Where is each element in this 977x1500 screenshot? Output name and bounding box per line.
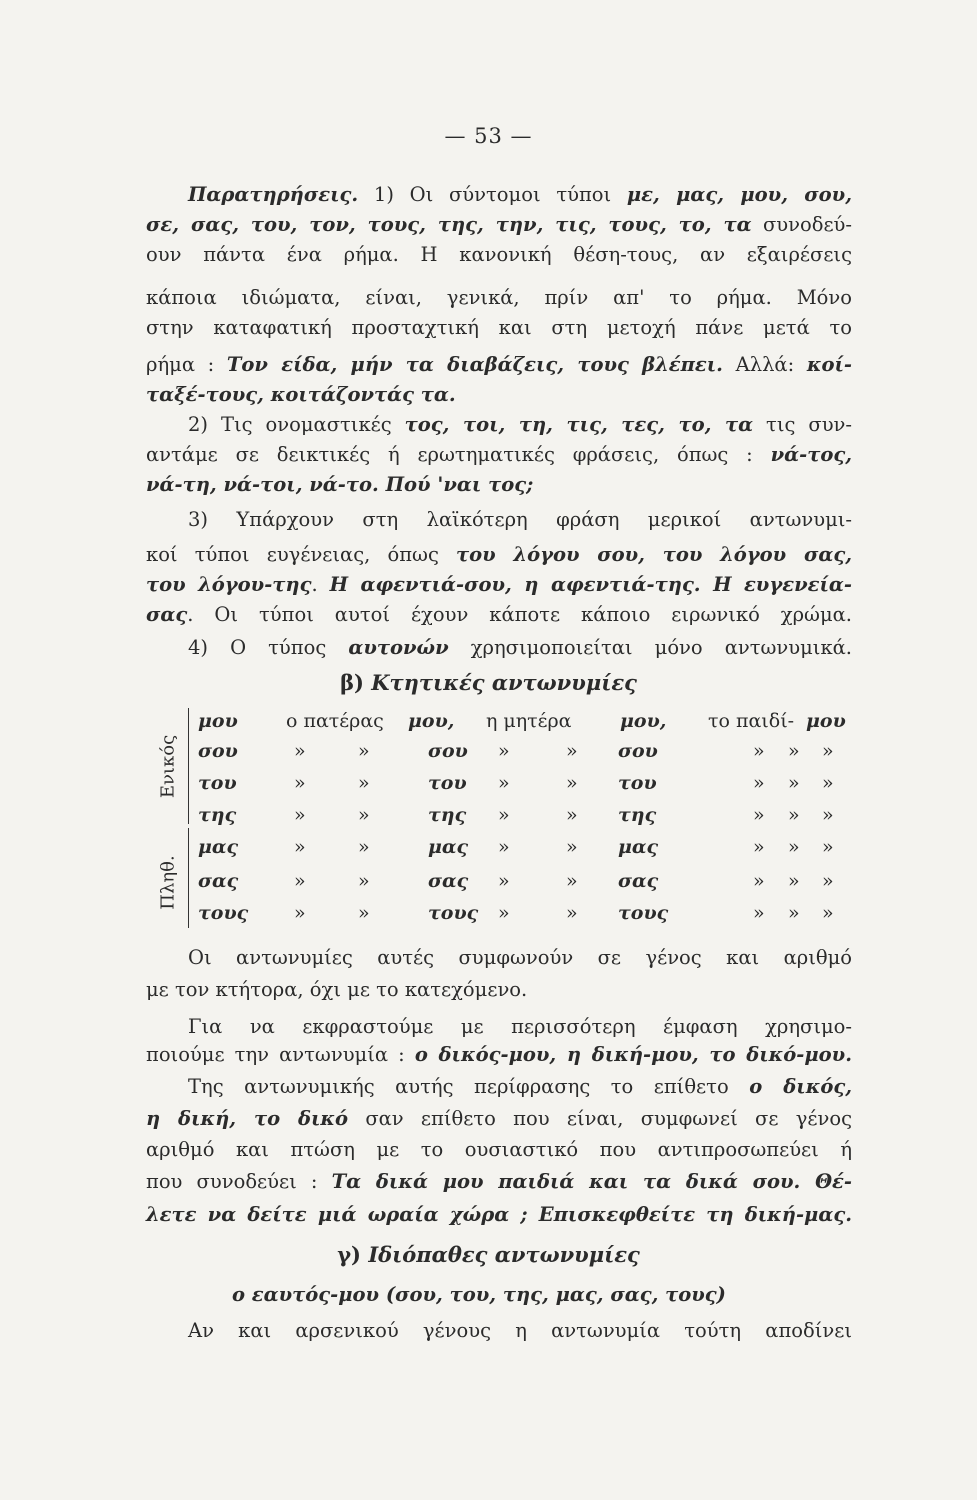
table-row [198, 866, 858, 896]
table-row [198, 768, 858, 798]
para7-form: ο δικός, [749, 1075, 852, 1098]
para3-line3-text: . [311, 573, 330, 596]
father-pronoun-cell: μας [428, 836, 469, 858]
plural-bracket [188, 828, 189, 928]
ditto-cell: » [753, 772, 765, 794]
ditto-cell: » [294, 804, 306, 826]
para3-forms-4: σας [146, 603, 188, 626]
father-cell: ο πατέρας [286, 710, 384, 732]
ditto-cell: » [566, 772, 578, 794]
para3-forms-3: Η αφεντιά-σου, η αφεντιά-της. Η ευγενεία- [329, 573, 852, 596]
ditto-cell: » [822, 740, 834, 762]
para8-forms: (σου, του, της, μας, σας, τους) [379, 1283, 726, 1306]
ditto-cell: » [358, 772, 370, 794]
para3-forms-2: του λόγου-της [146, 573, 312, 596]
ditto-cell: » [822, 870, 834, 892]
section-heading-possessive [0, 668, 977, 698]
pronoun-cell: του [198, 772, 237, 794]
ditto-cell: » [566, 740, 578, 762]
para2-line3: νά-τη, νά-τοι, νά-το. Πού 'ναι τος; [146, 473, 534, 496]
para4-text: 4) Ο τύπος [188, 636, 349, 659]
para1-line7: ταξέ-τους, κοιτάζοντάς τα. [146, 383, 456, 406]
para6-line1: Για να εκφραστούμε με περισσότερη έμφαση χρησιμο- [188, 1015, 852, 1038]
para2-line2-text: αντάμε σε δεικτικές ή ερωτηματικές φράσεις, όπως : [146, 443, 771, 466]
page-number: — 53 — [444, 124, 533, 148]
ditto-cell: » [788, 870, 800, 892]
para7-example: Τα δικά μου παιδιά και τα δικά σου. Θέ- [331, 1170, 852, 1193]
ditto-cell: » [358, 740, 370, 762]
father-pronoun-cell: του [428, 772, 467, 794]
para1-line4: κάποια ιδιώματα, είναι, γενικά, πρίν απ' το ρήμα. Μόνο [146, 286, 852, 309]
para1-line1 [188, 180, 852, 210]
para2-line1 [188, 410, 852, 440]
ditto-cell: » [294, 740, 306, 762]
ditto-cell: » [753, 836, 765, 858]
para6-line2-text: ποιούμε την αντωνυμία : [146, 1043, 415, 1066]
mother-cell: η μητέρα [486, 710, 572, 732]
pronoun-cell: μας [198, 836, 239, 858]
ditto-cell: » [358, 836, 370, 858]
ditto-cell: » [753, 870, 765, 892]
mother-pronoun-cell: του [618, 772, 657, 794]
ditto-cell: » [498, 740, 510, 762]
ditto-cell: » [294, 772, 306, 794]
ditto-cell: » [822, 804, 834, 826]
para7-line2 [146, 1104, 852, 1134]
para1-example2: κοί- [806, 353, 852, 376]
para2-forms-2: νά-τος, [770, 443, 852, 466]
ditto-cell: » [788, 804, 800, 826]
ditto-cell: » [294, 870, 306, 892]
ditto-cell: » [498, 836, 510, 858]
heading-c-num: γ) [337, 1242, 361, 1267]
para8-form: ο εαυτός-μου [232, 1283, 380, 1306]
para7-line4-text: που συνοδεύει : [146, 1170, 332, 1193]
ditto-cell: » [753, 902, 765, 924]
pronoun-cell: σου [198, 740, 238, 762]
para1-line6-text: ρήμα : [146, 353, 227, 376]
para6-forms: ο δικός-μου, η δική-μου, το δικό-μου. [414, 1043, 852, 1066]
para3-line1: 3) Υπάρχουν στη λαϊκότερη φράση μερικοί αντωνυμι- [188, 508, 852, 531]
heading-b-title: Κτητικές αντωνυμίες [371, 670, 637, 695]
para1-forms-2: σε, σας, του, τον, τους, της, την, τις, τους, το, τα [146, 213, 752, 236]
para3-line2 [146, 540, 852, 570]
ditto-cell: » [788, 772, 800, 794]
father-pronoun-cell: σας [428, 870, 469, 892]
father-pronoun-cell: μου, [408, 710, 455, 732]
para4-text2: χρησιμοποιείται μόνο αντωνυμικά. [448, 636, 853, 659]
singular-label: Ενικός [157, 734, 179, 799]
ditto-cell: » [498, 870, 510, 892]
ditto-cell: » [294, 902, 306, 924]
mother-pronoun-cell: τους [618, 902, 669, 924]
pronoun-cell: τους [198, 902, 249, 924]
para3-line2-text: κοί τύποι ευγένειας, όπως [146, 543, 457, 566]
ditto-cell: » [294, 836, 306, 858]
para5-line1: Οι αντωνυμίες αυτές συμφωνούν σε γένος και αριθμό [188, 946, 852, 969]
para1-line1-text: 1) Οι σύντομοι τύποι [358, 183, 627, 206]
table-row [198, 898, 858, 928]
para2-line2 [146, 440, 852, 470]
ditto-cell: » [498, 804, 510, 826]
table-row [198, 706, 858, 736]
ditto-cell: » [788, 740, 800, 762]
para1-line5: στην καταφατική προσταχτική και στη μετοχή πάνε μετά το [146, 316, 852, 339]
para7-line1 [188, 1072, 852, 1102]
ditto-cell: » [822, 836, 834, 858]
para2-forms: τος, τοι, τη, τις, τες, το, τα [404, 413, 754, 436]
ditto-cell: » [822, 772, 834, 794]
para1-line6-text2: Αλλά: [722, 353, 807, 376]
ditto-cell: » [822, 902, 834, 924]
para8-line2: Αν και αρσενικού γένους η αντωνυμία τούτη αποδίνει [188, 1319, 852, 1342]
para8-line1 [232, 1280, 852, 1310]
heading-b-num: β) [340, 670, 364, 695]
para7-line5: λετε να δείτε μιά ωραία χώρα ; Επισκεφθείτε τη δική-μας. [146, 1203, 852, 1226]
para7-forms: η δική, το δικό [146, 1107, 349, 1130]
mother-pronoun-cell: μου, [620, 710, 667, 732]
mother-pronoun-cell: της [618, 804, 657, 826]
singular-bracket [188, 708, 189, 824]
plural-label: Πληθ. [157, 855, 179, 910]
para2-line1-text2: τις συν- [753, 413, 852, 436]
para4-line [188, 633, 852, 663]
child-pronoun-cell: μου [806, 710, 846, 732]
para2-line1-text: 2) Τις ονομαστικές [188, 413, 405, 436]
father-pronoun-cell: της [428, 804, 467, 826]
para1-forms-1: με, μας, μου, σου, [626, 183, 852, 206]
para5-line2: με τον κτήτορα, όχι με το κατεχόμενο. [146, 978, 528, 1001]
child-cell: το παιδί- [708, 710, 795, 732]
ditto-cell: » [566, 804, 578, 826]
heading-c-title: Ιδιόπαθες αντωνυμίες [368, 1242, 640, 1267]
para3-forms: του λόγου σου, του λόγου σας, [456, 543, 852, 566]
ditto-cell: » [566, 836, 578, 858]
para3-line4 [146, 600, 852, 630]
ditto-cell: » [358, 804, 370, 826]
ditto-cell: » [753, 740, 765, 762]
para7-line3: αριθμό και πτώση με το ουσιαστικό που αντιπροσωπεύει ή [146, 1138, 852, 1161]
father-pronoun-cell: σου [428, 740, 468, 762]
mother-pronoun-cell: σας [618, 870, 659, 892]
para3-line3 [146, 570, 852, 600]
para4-form: αυτονών [348, 636, 449, 659]
ditto-cell: » [498, 902, 510, 924]
possessive-pronoun-table [146, 706, 856, 932]
pronoun-cell: σας [198, 870, 239, 892]
observations-lead: Παρατηρήσεις. [188, 183, 359, 206]
pronoun-cell: μου [198, 710, 238, 732]
para7-line2-text: σαν επίθετο που είναι, συμφωνεί σε γένος [348, 1107, 852, 1130]
table-row [198, 736, 858, 766]
para7-line1-text: Της αντωνυμικής αυτής περίφρασης το επίθετο [188, 1075, 750, 1098]
para1-examples: Τον είδα, μήν τα διαβάζεις, τους βλέπει. [226, 353, 723, 376]
ditto-cell: » [566, 902, 578, 924]
para1-line2-text: συνοδεύ- [751, 213, 852, 236]
para1-line3: ουν πάντα ένα ρήμα. Η κανονική θέση-τους, αν εξαιρέσεις [146, 243, 852, 266]
ditto-cell: » [566, 870, 578, 892]
para7-line4 [146, 1167, 852, 1197]
ditto-cell: » [788, 836, 800, 858]
pronoun-cell: της [198, 804, 237, 826]
ditto-cell: » [753, 804, 765, 826]
table-row [198, 832, 858, 862]
para1-line2 [146, 210, 852, 240]
section-heading-reflexive [0, 1240, 977, 1270]
mother-pronoun-cell: μας [618, 836, 659, 858]
ditto-cell: » [358, 902, 370, 924]
mother-pronoun-cell: σου [618, 740, 658, 762]
para3-line4-text: . Οι τύποι αυτοί έχουν κάποτε κάποιο ειρωνικό χρώμα. [187, 603, 852, 626]
ditto-cell: » [498, 772, 510, 794]
ditto-cell: » [788, 902, 800, 924]
father-pronoun-cell: τους [428, 902, 479, 924]
para1-line6 [146, 350, 852, 380]
table-row [198, 800, 858, 830]
para6-line2 [146, 1040, 852, 1070]
ditto-cell: » [358, 870, 370, 892]
